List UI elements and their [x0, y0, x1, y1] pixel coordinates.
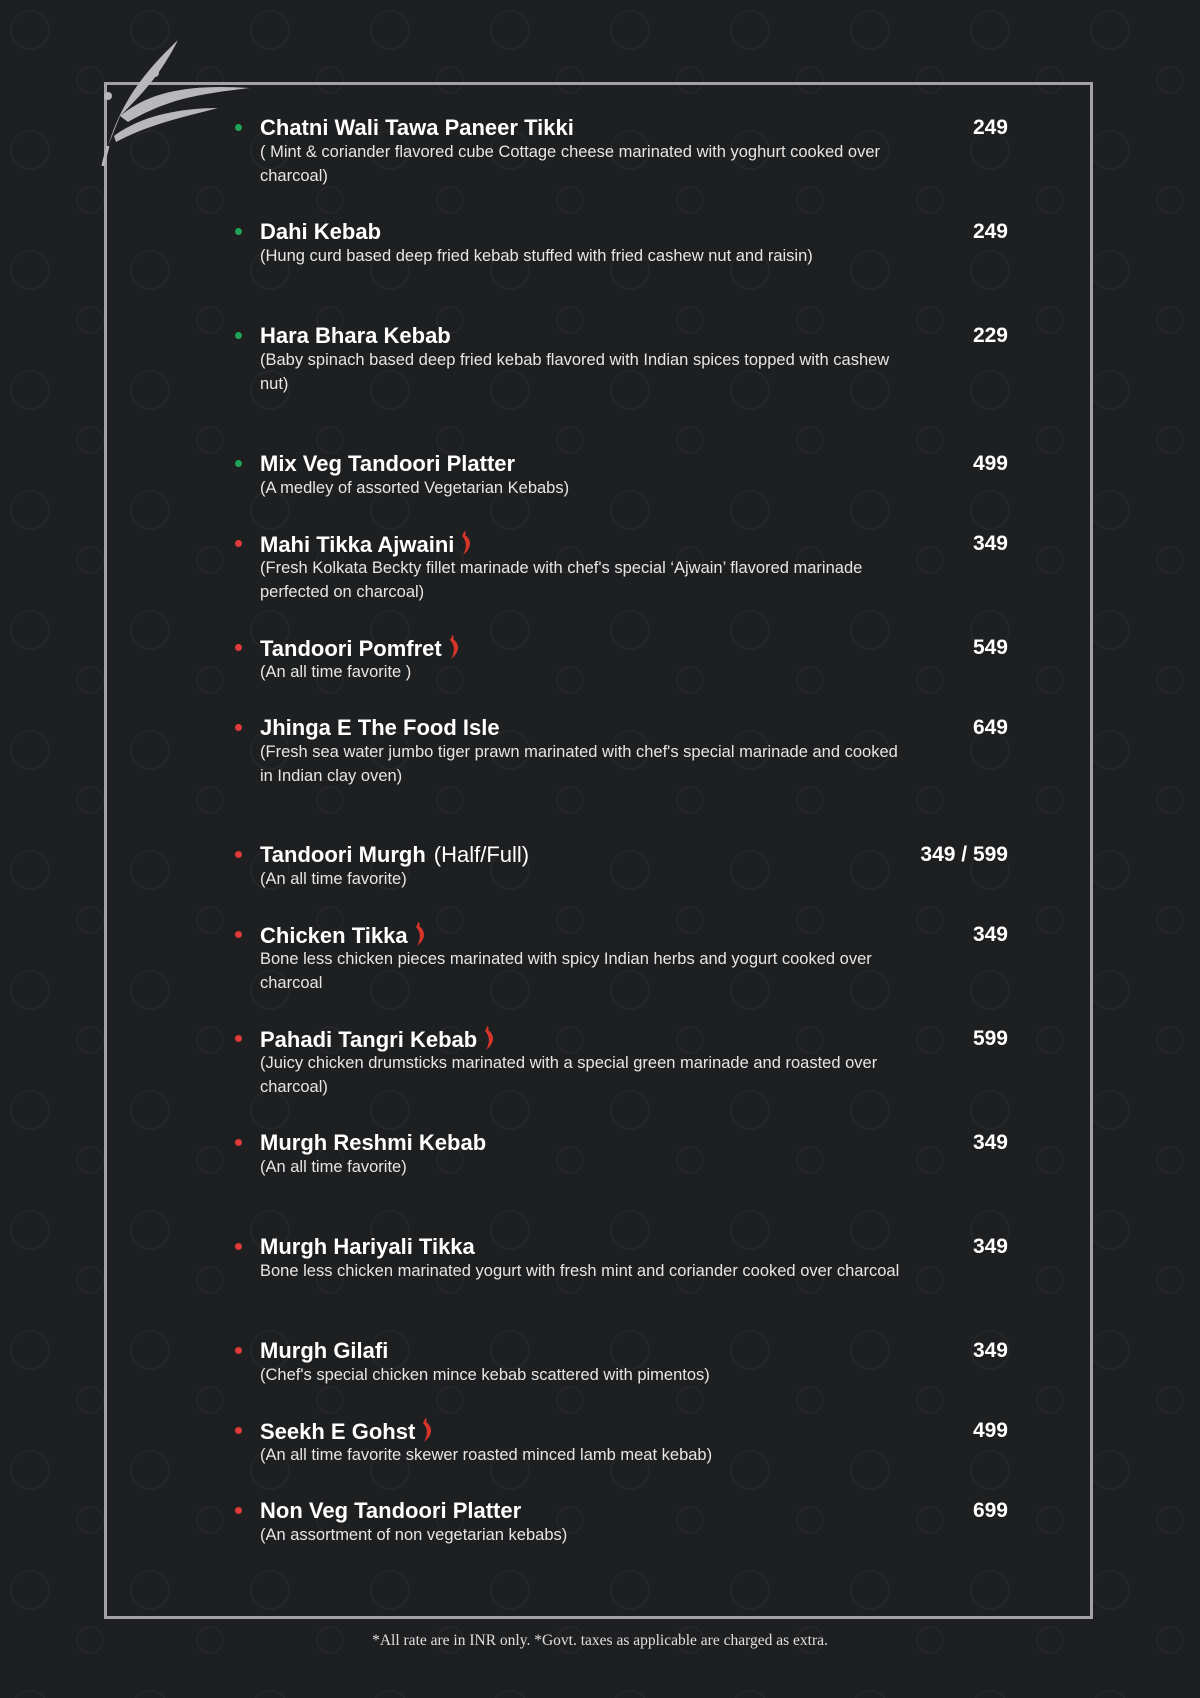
item-name-text: Non Veg Tandoori Platter	[260, 1498, 522, 1523]
item-description: (An all time favorite )	[260, 663, 412, 681]
chili-spicy-icon	[421, 1417, 435, 1443]
item-price: 349 / 599	[920, 843, 1008, 866]
item-description: (Hung curd based deep fried kebab stuffed with fried cashew nut and raisin)	[260, 247, 813, 265]
item-description: (Baby spinach based deep fried kebab flavored with Indian spices topped with cashew nut)	[260, 351, 890, 393]
item-name	[260, 1233, 475, 1261]
item-name-text: Hara Bhara Kebab	[260, 323, 451, 348]
item-name	[260, 322, 451, 350]
item-description: (Fresh Kolkata Beckty fillet marinade with chef's special ‘Ajwain’ flavored marinade perfected on charcoal)	[260, 559, 863, 601]
item-price: 649	[972, 716, 1008, 739]
chili-spicy-icon	[460, 530, 474, 556]
item-price: 249	[972, 220, 1008, 243]
item-price: 349	[972, 532, 1008, 555]
item-description: (An all time favorite skewer roasted minced lamb meat kebab)	[260, 1446, 713, 1464]
nonveg-indicator-icon	[235, 1347, 242, 1354]
item-name	[260, 1497, 521, 1525]
item-description: (Chef's special chicken mince kebab scattered with pimentos)	[260, 1366, 710, 1384]
item-name	[260, 921, 428, 950]
veg-indicator-icon	[235, 228, 242, 235]
item-name-text: Murgh Reshmi Kebab	[260, 1130, 487, 1155]
item-price: 349	[972, 1235, 1008, 1258]
item-description: (Juicy chicken drumsticks marinated with a special green marinade and roasted over charcoal)	[260, 1054, 878, 1096]
item-price: 599	[972, 1027, 1008, 1050]
item-price: 549	[972, 636, 1008, 659]
item-price: 349	[972, 1131, 1008, 1154]
item-name-text: Dahi Kebab	[260, 219, 382, 244]
item-name-text: Chicken Tikka	[260, 923, 408, 948]
chili-spicy-icon	[448, 634, 462, 660]
nonveg-indicator-icon	[235, 851, 242, 858]
item-price: 249	[972, 116, 1008, 139]
item-name-text: Pahadi Tangri Kebab	[260, 1027, 478, 1052]
nonveg-indicator-icon	[235, 1243, 242, 1250]
item-name	[260, 714, 500, 742]
item-name-text: Murgh Hariyali Tikka	[260, 1234, 475, 1259]
item-portion: (Half/Full)	[433, 842, 530, 867]
item-price: 699	[972, 1499, 1008, 1522]
item-description: (An assortment of non vegetarian kebabs)	[260, 1526, 568, 1544]
item-description: Bone less chicken marinated yogurt with fresh mint and coriander cooked over charcoal	[260, 1262, 900, 1280]
item-price: 499	[972, 1419, 1008, 1442]
item-name-text: Chatni Wali Tawa Paneer Tikki	[260, 115, 574, 140]
item-price: 229	[972, 324, 1008, 347]
item-description: (A medley of assorted Vegetarian Kebabs)	[260, 479, 570, 497]
item-name-text: Tandoori Pomfret	[260, 636, 442, 661]
item-name	[260, 1337, 388, 1365]
leaf-ornament-icon	[100, 36, 260, 166]
chili-spicy-icon	[483, 1025, 497, 1051]
item-name	[260, 1129, 486, 1157]
item-name-text: Seekh E Gohst	[260, 1419, 416, 1444]
nonveg-indicator-icon	[235, 540, 242, 547]
item-name	[260, 1417, 435, 1446]
item-description: (An all time favorite)	[260, 870, 407, 888]
item-name	[260, 450, 515, 478]
item-name-text: Murgh Gilafi	[260, 1338, 389, 1363]
item-name-text: Tandoori Murgh	[260, 842, 426, 867]
item-description: ( Mint & coriander flavored cube Cottage cheese marinated with yoghurt cooked over charcoal)	[260, 143, 880, 185]
veg-indicator-icon	[235, 124, 242, 131]
item-name	[260, 841, 529, 869]
nonveg-indicator-icon	[235, 1035, 242, 1042]
item-price: 349	[972, 1339, 1008, 1362]
item-description: (An all time favorite)	[260, 1158, 407, 1176]
item-description: Bone less chicken pieces marinated with spicy Indian herbs and yogurt cooked over charcoal	[260, 950, 872, 992]
nonveg-indicator-icon	[235, 644, 242, 651]
item-name	[260, 218, 381, 246]
item-name	[260, 114, 574, 142]
nonveg-indicator-icon	[235, 1427, 242, 1434]
chili-spicy-icon	[414, 921, 428, 947]
item-price: 499	[972, 452, 1008, 475]
footer-note: *All rate are in INR only. *Govt. taxes as applicable are charged as extra.	[372, 1632, 828, 1649]
item-price: 349	[972, 923, 1008, 946]
item-name-text: Jhinga E The Food Isle	[260, 715, 500, 740]
nonveg-indicator-icon	[235, 724, 242, 731]
nonveg-indicator-icon	[235, 931, 242, 938]
nonveg-indicator-icon	[235, 1507, 242, 1514]
item-name	[260, 1025, 497, 1054]
item-description: (Fresh sea water jumbo tiger prawn marinated with chef's special marinade and cooked in Indian clay oven)	[260, 743, 898, 785]
nonveg-indicator-icon	[235, 1139, 242, 1146]
item-name-text: Mix Veg Tandoori Platter	[260, 451, 516, 476]
item-name	[260, 530, 474, 559]
item-name	[260, 634, 462, 663]
veg-indicator-icon	[235, 332, 242, 339]
veg-indicator-icon	[235, 460, 242, 467]
item-name-text: Mahi Tikka Ajwaini	[260, 532, 455, 557]
